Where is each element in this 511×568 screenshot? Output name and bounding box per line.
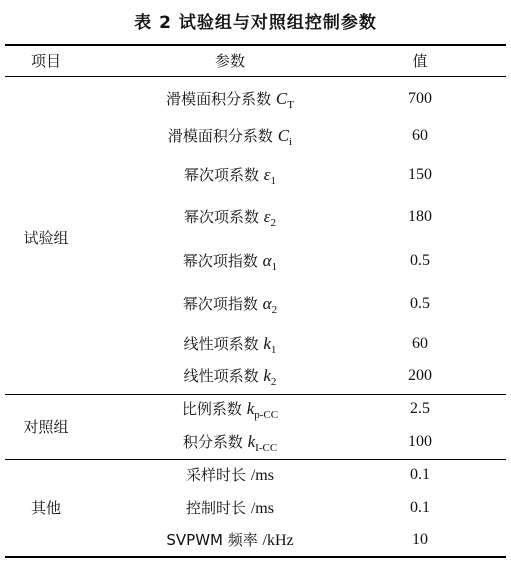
param-symbol: k [247, 432, 256, 451]
param-subscript: 2 [270, 376, 277, 388]
param-symbol: k [246, 399, 255, 418]
row-5-value: 0.5 [410, 252, 430, 269]
param-symbol: k [263, 366, 271, 385]
param-unit: /ms [250, 500, 274, 517]
row-8-param [100, 367, 360, 391]
param-subscript: 2 [271, 304, 278, 316]
group-test: 试验组 [23, 229, 69, 247]
param-label: 滑模面积分系数 [166, 90, 276, 108]
row-2-value: 60 [412, 127, 428, 144]
param-label: 滑模面积分系数 [167, 127, 278, 145]
row-4-value: 180 [408, 208, 432, 225]
row-11-value: 0.1 [410, 466, 430, 483]
param-unit: /ms [250, 467, 274, 484]
row-10-value: 100 [408, 433, 432, 450]
param-unit: /kHz [262, 532, 294, 549]
row-12-param [100, 499, 360, 518]
group-other: 其他 [30, 499, 61, 517]
param-symbol: C [275, 89, 288, 108]
param-label: 比例系数 [181, 400, 247, 418]
row-12-value: 0.1 [410, 499, 430, 516]
table-caption: 表 2 试验组与对照组控制参数 [134, 13, 377, 33]
param-label: 线性项系数 [183, 335, 264, 353]
header-rule [5, 76, 506, 77]
param-subscript: i [289, 136, 293, 148]
param-subscript: 2 [270, 217, 276, 229]
param-symbol: C [277, 126, 290, 145]
param-label: 幂次项指数 [182, 295, 263, 313]
param-subscript: I-CC [255, 442, 278, 454]
param-label: 幂次项系数 [184, 208, 264, 226]
row-6-param [100, 295, 360, 319]
param-label: 控制时长 [186, 499, 251, 517]
param-symbol: ε [263, 207, 271, 226]
row-5-param [100, 252, 360, 276]
param-label: 幂次项指数 [182, 252, 263, 270]
row-7-param [100, 335, 360, 359]
group-control: 对照组 [23, 418, 69, 436]
row-9-param [100, 400, 360, 424]
row-1-value: 700 [408, 90, 432, 107]
header-value: 值 [412, 52, 428, 70]
param-subscript: 1 [271, 261, 278, 273]
row-1-param [100, 90, 360, 114]
param-subscript: 1 [270, 175, 276, 187]
row-6-value: 0.5 [410, 295, 430, 312]
group-divider-2 [5, 459, 506, 460]
bottom-rule [5, 556, 506, 558]
param-label: 线性项系数 [183, 367, 264, 385]
row-10-param [100, 433, 360, 457]
param-subscript: p-CC [254, 409, 279, 421]
row-2-param [100, 127, 360, 151]
param-label: 积分系数 [182, 433, 248, 451]
header-param: 参数 [214, 52, 245, 70]
top-rule [5, 44, 506, 46]
param-subscript: 1 [270, 344, 277, 356]
row-9-value: 2.5 [410, 400, 430, 417]
row-4-param [100, 208, 360, 232]
param-symbol: ε [263, 165, 271, 184]
param-symbol: α [262, 294, 272, 313]
param-symbol: k [263, 334, 271, 353]
header-group: 项目 [30, 52, 61, 70]
row-8-value: 200 [408, 367, 432, 384]
row-3-param [100, 166, 360, 190]
param-symbol: α [262, 251, 272, 270]
row-7-value: 60 [412, 335, 428, 352]
param-label: 采样时长 [186, 466, 251, 484]
param-label: SVPWM 频率 [166, 531, 263, 549]
row-13-param [100, 531, 360, 550]
row-3-value: 150 [408, 166, 432, 183]
row-13-value: 10 [412, 531, 428, 548]
param-label: 幂次项系数 [184, 166, 264, 184]
param-subscript: T [287, 99, 294, 111]
row-11-param [100, 466, 360, 485]
group-divider-1 [5, 394, 506, 395]
